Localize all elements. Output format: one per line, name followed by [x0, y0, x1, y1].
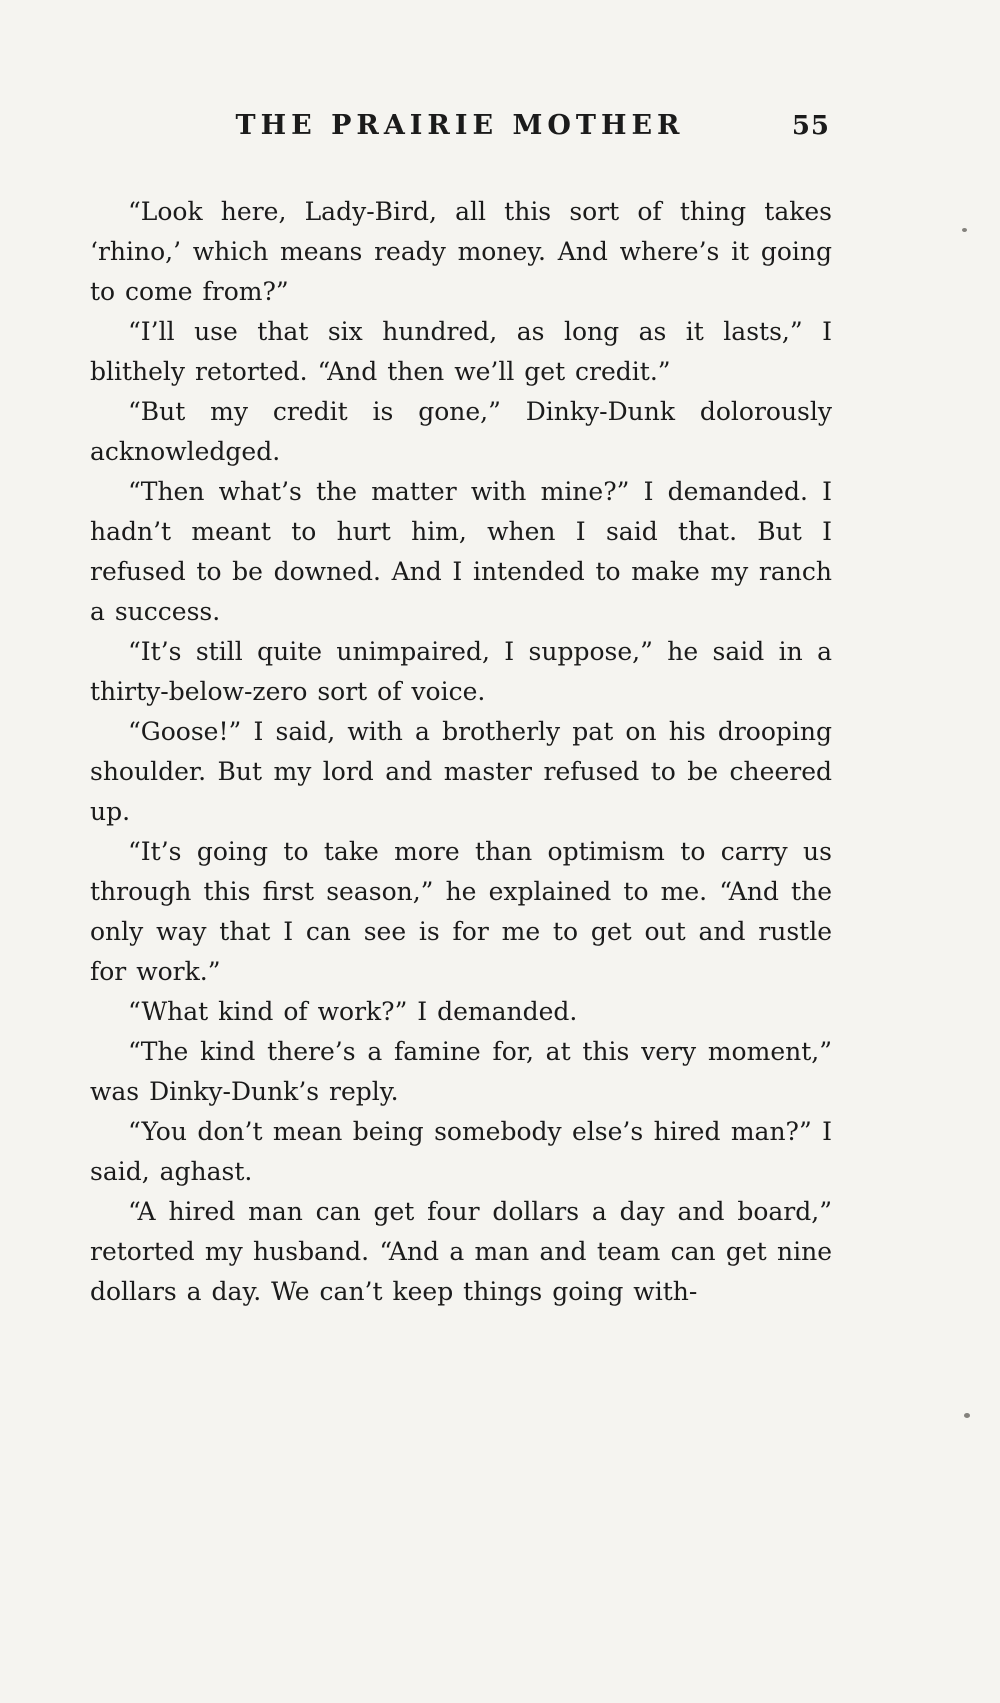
- page-number: 55: [791, 111, 830, 141]
- scan-speck: [962, 228, 967, 232]
- paragraph: “I’ll use that six hundred, as long as it lasts,” I blithely retorted. “And then we’ll get credit.”: [90, 317, 832, 386]
- page-body: [0, 192, 1000, 1312]
- paragraph: “Goose!” I said, with a brotherly pat on his drooping shoulder. But my lord and master refused to be cheered up.: [90, 717, 832, 826]
- book-page: [0, 110, 1000, 1703]
- running-header-title: THE PRAIRIE MOTHER: [235, 110, 685, 141]
- paragraph: “Look here, Lady-Bird, all this sort of thing takes ‘rhino,’ which means ready money. And where’s it going to come from?”: [90, 197, 832, 306]
- paragraph: “It’s still quite unimpaired, I suppose,” he said in a thirty-below-zero sort of voice.: [90, 637, 832, 706]
- paragraph: “It’s going to take more than optimism to carry us through this first season,” he explained to me. “And the only way that I can see is for me to get out and rustle for work.”: [90, 837, 832, 986]
- paragraph: “A hired man can get four dollars a day and board,” retorted my husband. “And a man and team can get nine dollars a day. We can’t keep things going with-: [90, 1197, 832, 1306]
- paragraph: “You don’t mean being somebody else’s hired man?” I said, aghast.: [90, 1117, 832, 1186]
- paragraph: “But my credit is gone,” Dinky-Dunk dolorously acknowledged.: [90, 397, 832, 466]
- scan-speck: [964, 1413, 970, 1418]
- paragraph: “The kind there’s a famine for, at this very moment,” was Dinky-Dunk’s reply.: [90, 1037, 832, 1106]
- paragraph: “Then what’s the matter with mine?” I demanded. I hadn’t meant to hurt him, when I said that. But I refused to be downed. And I intended to make my ranch a success.: [90, 477, 832, 626]
- paragraph: “What kind of work?” I demanded.: [128, 997, 578, 1026]
- page-header: [0, 110, 1000, 146]
